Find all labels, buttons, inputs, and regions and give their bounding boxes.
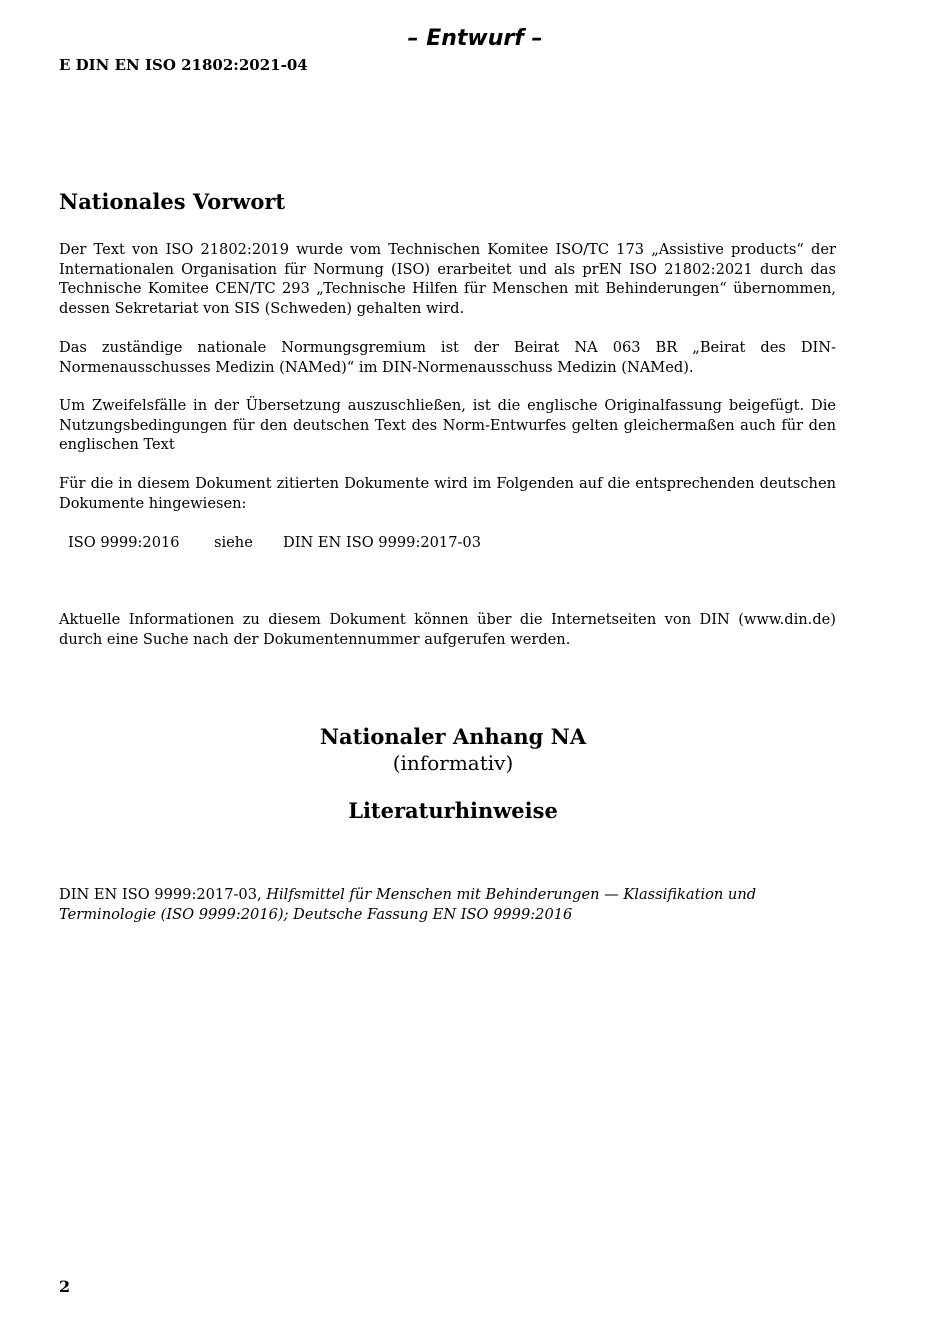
foreword-paragraph-4: Für die in diesem Dokument zitierten Dokumente wird im Folgenden auf die entsprechenden deutschen Dokumente hingewiesen:	[59, 475, 836, 512]
info-paragraph: Aktuelle Informationen zu diesem Dokument können über die Internetseiten von DIN (www.din.de) durch eine Suche nach der Dokumentennummer aufgerufen werden.	[59, 611, 836, 648]
reference-din: DIN EN ISO 9999:2017-03	[283, 534, 481, 551]
foreword-paragraph-2: Das zuständige nationale Normungsgremium ist der Beirat NA 063 BR „Beirat des DIN-Normenausschusses Medizin (NAMed)“ im DIN-Normenausschuss Medizin (NAMed).	[59, 339, 836, 376]
annex-subheading: (informativ)	[392, 751, 514, 775]
page-number: 2	[59, 1277, 71, 1296]
literature-heading: Literaturhinweise	[348, 798, 558, 823]
bibliography-entry	[59, 885, 836, 924]
reference-iso: ISO 9999:2016	[68, 534, 180, 551]
foreword-paragraph-1: Der Text von ISO 21802:2019 wurde vom Technischen Komitee ISO/TC 173 „Assistive products“ der Internationalen Organisation für Normung (ISO) erarbeitet und als prEN ISO 21802:2021 durch das Technische Komitee CEN/TC 293 „Technische Hilfen für Menschen mit Behinderungen“ übernommen, dessen Sekretariat von SIS (Schweden) gehalten wird.	[59, 241, 836, 317]
document-id: E DIN EN ISO 21802:2021-04	[59, 56, 308, 74]
bibliography-entry-title: Hilfsmittel für Menschen mit Behinderungen — Klassifikation und Terminologie (ISO 9999:2016); Deutsche Fassung EN ISO 9999:2016	[59, 886, 757, 923]
foreword-heading: Nationales Vorwort	[59, 189, 286, 214]
foreword-paragraph-3: Um Zweifelsfälle in der Übersetzung auszuschließen, ist die englische Originalfassung beigefügt. Die Nutzungsbedingungen für den deutschen Text des Norm-Entwurfes gelten gleichermaßen auch für den englischen Text	[59, 397, 836, 454]
annex-heading: Nationaler Anhang NA	[319, 724, 587, 749]
reference-relation: siehe	[214, 534, 253, 551]
draft-watermark-heading: – Entwurf –	[407, 26, 543, 51]
bibliography-entry-ref: DIN EN ISO 9999:2017-03,	[59, 886, 267, 903]
